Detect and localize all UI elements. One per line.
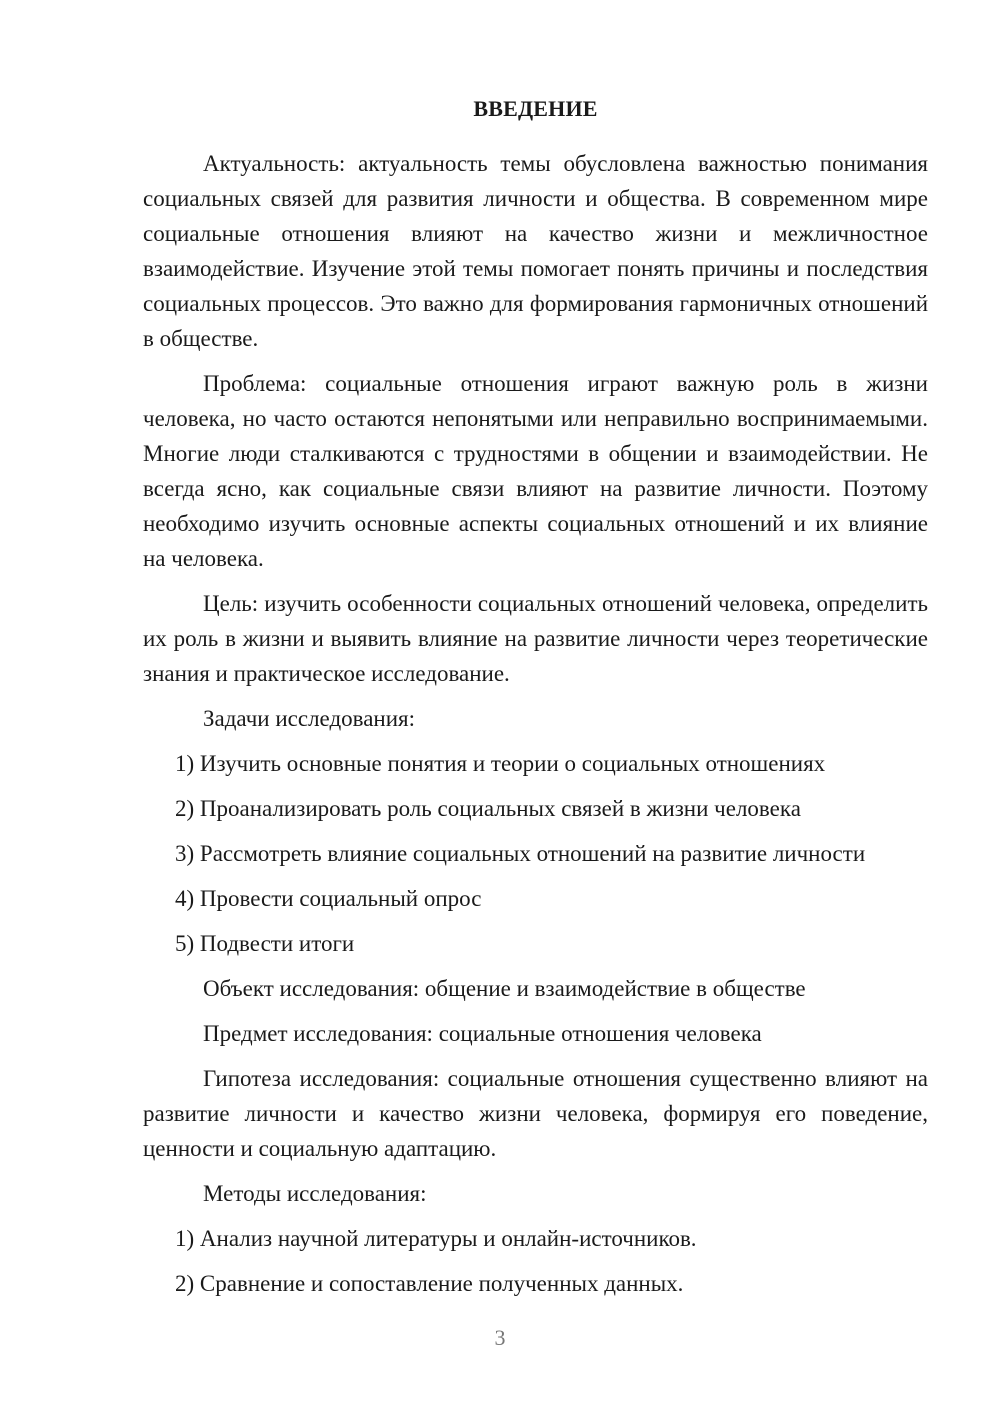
problem-paragraph: Проблема: социальные отношения играют важную роль в жизни человека, но часто остаются непонятыми или неправильно воспринимаемыми. Многие люди сталкиваются с трудностями в общении и взаимодействии. Не всегда ясно, как социальные связи влияют на развитие личности. Поэтому необходимо изучить основные аспекты социальных отношений и их влияние на человека. (143, 371, 928, 571)
page-number: 3 (494, 1325, 506, 1350)
task-item-3: 3) Рассмотреть влияние социальных отношений на развитие личности (175, 841, 866, 866)
methods-heading: Методы исследования: (203, 1181, 427, 1206)
section-title: ВВЕДЕНИЕ (473, 96, 598, 121)
page-content (143, 92, 928, 1311)
tasks-heading: Задачи исследования: (203, 706, 416, 731)
task-item-2: 2) Проанализировать роль социальных связей в жизни человека (175, 796, 801, 821)
task-item-5: 5) Подвести итоги (175, 931, 355, 956)
method-item-1: 1) Анализ научной литературы и онлайн-источников. (175, 1226, 697, 1251)
hypothesis-paragraph: Гипотеза исследования: социальные отношения существенно влияют на развитие личности и качество жизни человека, формируя его поведение, ценности и социальную адаптацию. (143, 1066, 928, 1161)
subject-line: Предмет исследования: социальные отношения человека (203, 1021, 762, 1046)
task-item-1: 1) Изучить основные понятия и теории о социальных отношениях (175, 751, 826, 776)
task-item-4: 4) Провести социальный опрос (175, 886, 482, 911)
method-item-2: 2) Сравнение и сопоставление полученных данных. (175, 1271, 684, 1296)
goal-paragraph: Цель: изучить особенности социальных отношений человека, определить их роль в жизни и выявить влияние на развитие личности через теоретические знания и практическое исследование. (143, 591, 928, 686)
object-line: Объект исследования: общение и взаимодействие в обществе (203, 976, 806, 1001)
relevance-paragraph: Актуальность: актуальность темы обусловлена важностью понимания социальных связей для развития личности и общества. В современном мире социальные отношения влияют на качество жизни и межличностное взаимодействие. Изучение этой темы помогает понять причины и последствия социальных процессов. Это важно для формирования гармоничных отношений в обществе. (143, 151, 928, 351)
